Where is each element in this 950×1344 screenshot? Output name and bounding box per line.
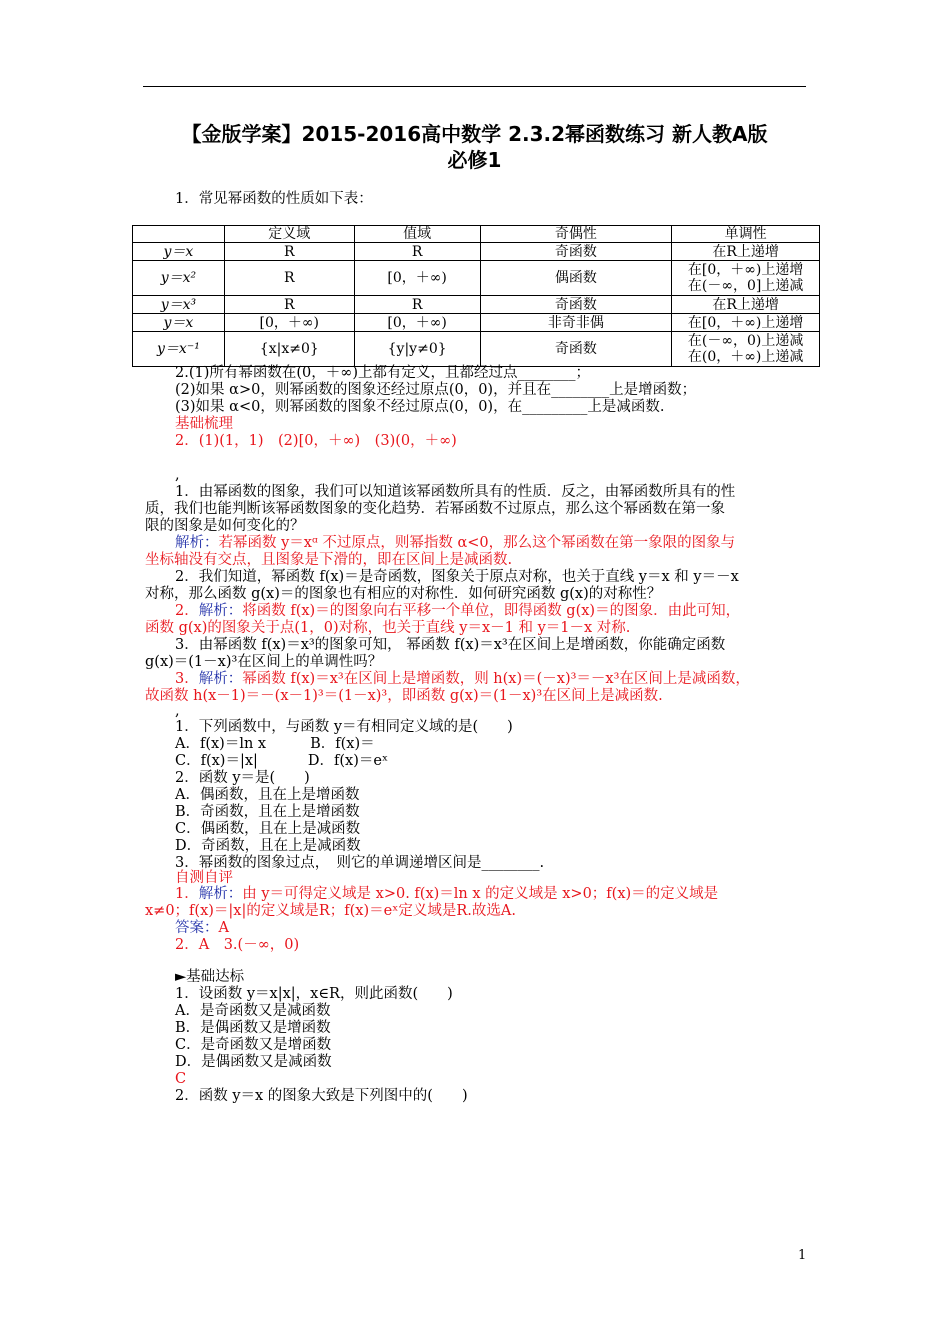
option-c: C．偶函数，且在上是减函数 xyxy=(175,821,361,837)
domain-cell: [0，＋∞) xyxy=(224,314,354,332)
option-d: D．f(x)＝eˣ xyxy=(307,753,389,769)
answer-number: 1． xyxy=(175,886,199,902)
range-cell: R xyxy=(354,243,480,261)
page-number: 1 xyxy=(798,1248,807,1263)
range-cell: R xyxy=(354,296,480,314)
monotonicity-cell: 在R上递增 xyxy=(672,243,820,261)
thinking-question-2-line2: 对称，那么函数 g(x)＝的图象也有相应的对称性．如何研究函数 g(x)的对称性？ xyxy=(145,586,662,602)
function-cell: y＝x xyxy=(133,314,225,332)
selftest-answers-2-3: 2．A 3.(－∞，0) xyxy=(175,937,300,953)
selftest-question-1: 1．下列函数中，与函数 y＝有相同定义域的是( ) xyxy=(175,719,513,735)
thinking-question-1-line3: 限的图象是如何变化的？ xyxy=(145,518,305,534)
table-header-cell: 值域 xyxy=(354,226,480,243)
option-b: B．奇函数，且在上是增函数 xyxy=(175,804,360,820)
selftest-question-3: 3．幂函数的图象过点， 则它的单调递增区间是________. xyxy=(175,855,545,871)
selftest-question-1-options-cd xyxy=(175,753,388,770)
domain-cell: R xyxy=(224,243,354,261)
answer-label: 解析： xyxy=(175,535,219,551)
monotonicity-line: 在(－∞，0]上递减 xyxy=(687,278,804,294)
section-label-basics: 基础梳理 xyxy=(175,416,233,432)
monotonicity-line: 在(0，＋∞)上递减 xyxy=(687,349,804,365)
table-header-cell: 定义域 xyxy=(224,226,354,243)
selftest-answer-1-line2: x≠0；f(x)＝|x|的定义域是R；f(x)＝eˣ定义域是R.故选A. xyxy=(145,903,516,919)
parity-cell: 奇函数 xyxy=(480,296,672,314)
parity-cell: 非奇非偶 xyxy=(480,314,672,332)
basic-heading: ►基础达标 xyxy=(175,969,245,985)
range-cell: [0，＋∞) xyxy=(354,314,480,332)
parity-cell: 偶函数 xyxy=(480,261,672,296)
section2-question-3: (3)如果 α<0，则幂函数的图象不经过原点(0，0)，在_________上是减函数. xyxy=(175,399,665,415)
monotonicity-cell: 在R上递增 xyxy=(672,296,820,314)
power-function-properties-table xyxy=(132,225,820,367)
answer-text: 幂函数 f(x)＝x³在区间上是增函数，则 h(x)＝(－x)³＝－x³在区间上是减函数， xyxy=(242,671,750,687)
answer-label: 答案： xyxy=(175,920,219,936)
table-row xyxy=(133,332,820,367)
answer-value: A xyxy=(218,920,229,936)
thinking-question-3: 3．由幂函数 f(x)＝x³的图象可知， 幂函数 f(x)＝x³在区间上是增函数，你能确定函数 xyxy=(175,637,726,653)
table-row xyxy=(133,243,820,261)
thinking-answer-3 xyxy=(175,671,750,688)
option-b: B．f(x)＝ xyxy=(310,736,375,752)
section2-question-1: 2.(1)所有幂函数在(0，＋∞)上都有定义，且都经过点________； xyxy=(175,365,590,381)
section1-intro: 1．常见幂函数的性质如下表： xyxy=(175,191,373,207)
range-cell: {y|y≠0} xyxy=(354,332,480,367)
answer-label: 解析： xyxy=(198,886,243,902)
document-title: 【金版学案】2015-2016高中数学 2.3.2幂函数练习 新人教A版 xyxy=(181,122,768,146)
option-c: C．是奇函数又是增函数 xyxy=(175,1037,332,1053)
document-title-line2: 必修1 xyxy=(447,148,502,172)
header-rule xyxy=(143,86,806,87)
parity-cell: 奇函数 xyxy=(480,243,672,261)
function-cell: y＝x² xyxy=(133,261,225,296)
thinking-question-3-line2: g(x)＝(1－x)³在区间上的单调性吗？ xyxy=(145,654,383,670)
selftest-final-answer xyxy=(175,920,229,937)
basic-question-2: 2．函数 y＝x 的图象大致是下列图中的( ) xyxy=(175,1088,468,1104)
thinking-question-1-line2: 质，我们也能判断该幂函数图象的变化趋势．若幂函数不过原点，那么这个幂函数在第一象 xyxy=(145,501,725,517)
thinking-question-1: 1．由幂函数的图象，我们可以知道该幂函数所具有的性质．反之，由幂函数所具有的性 xyxy=(175,484,736,500)
table-header-cell: 奇偶性 xyxy=(480,226,672,243)
table-header-cell xyxy=(133,226,225,243)
domain-cell: {x|x≠0} xyxy=(224,332,354,367)
thinking-answer-2 xyxy=(175,603,740,620)
section2-answer: 2．(1)(1，1) (2)[0，＋∞) (3)(0，＋∞) xyxy=(175,433,457,449)
selftest-answer-1 xyxy=(175,886,718,903)
option-a: A．是奇函数又是减函数 xyxy=(175,1003,331,1019)
function-cell: y＝x xyxy=(133,243,225,261)
thinking-answer-1 xyxy=(175,535,735,552)
option-d: D．是偶函数又是减函数 xyxy=(175,1054,332,1070)
answer-text: 由 y＝可得定义域是 x>0. f(x)＝ln x 的定义域是 x>0；f(x)＝的定义域是 xyxy=(242,886,719,902)
answer-number: 3． xyxy=(175,671,199,687)
range-cell: [0，＋∞) xyxy=(354,261,480,296)
section-label-selftest: 自测自评 xyxy=(175,870,233,886)
separator-mark: , xyxy=(175,467,180,483)
option-a: A．f(x)＝ln x xyxy=(175,736,267,752)
answer-text: 若幂函数 y＝xᵅ 不过原点，则幂指数 α<0，那么这个幂函数在第一象限的图象与 xyxy=(218,535,736,551)
answer-label: 解析： xyxy=(198,603,243,619)
basic-answer-1: C xyxy=(175,1071,187,1087)
section2-question-2: (2)如果 α>0，则幂函数的图象还经过原点(0，0)，并且在________上是增函数； xyxy=(175,382,697,398)
answer-number: 2． xyxy=(175,603,199,619)
selftest-question-1-options-ab xyxy=(175,736,375,753)
thinking-answer-2-line2: 函数 g(x)的图象关于点(1，0)对称，也关于直线 y＝x－1 和 y＝1－x 对称. xyxy=(145,620,631,636)
option-a: A．偶函数，且在上是增函数 xyxy=(175,787,360,803)
answer-label: 解析： xyxy=(198,671,243,687)
monotonicity-cell: 在[0，＋∞)上递增 xyxy=(672,314,820,332)
thinking-answer-3-line2: 故函数 h(x－1)＝－(x－1)³＝(1－x)³，即函数 g(x)＝(1－x)³在区间上是减函数. xyxy=(145,688,663,704)
selftest-question-2: 2．函数 y＝是( ) xyxy=(175,770,310,786)
table-header-cell: 单调性 xyxy=(672,226,820,243)
monotonicity-line: 在(－∞，0)上递减 xyxy=(687,333,804,349)
option-d: D．奇函数，且在上是减函数 xyxy=(175,838,361,854)
domain-cell: R xyxy=(224,261,354,296)
option-b: B．是偶函数又是增函数 xyxy=(175,1020,331,1036)
function-cell: y＝x⁻¹ xyxy=(133,332,225,367)
table-row xyxy=(133,261,820,296)
option-c: C．f(x)＝|x| xyxy=(175,753,258,769)
table-row xyxy=(133,314,820,332)
monotonicity-line: 在[0，＋∞)上递增 xyxy=(687,262,804,278)
function-cell: y＝x³ xyxy=(133,296,225,314)
monotonicity-cell xyxy=(672,261,820,296)
table-header-row xyxy=(133,226,820,243)
answer-text: 将函数 f(x)＝的图象向右平移一个单位，即得函数 g(x)＝的图象．由此可知， xyxy=(242,603,741,619)
thinking-question-2: 2．我们知道，幂函数 f(x)＝是奇函数，图象关于原点对称，也关于直线 y＝x 和 y＝－x xyxy=(175,569,739,585)
thinking-answer-1-line2: 坐标轴没有交点，且图象是下滑的，即在区间上是减函数. xyxy=(145,552,513,568)
parity-cell: 奇函数 xyxy=(480,332,672,367)
table-row xyxy=(133,296,820,314)
domain-cell: R xyxy=(224,296,354,314)
monotonicity-cell xyxy=(672,332,820,367)
basic-question-1: 1．设函数 y＝x|x|，x∈R，则此函数( ) xyxy=(175,986,453,1002)
separator-mark: , xyxy=(175,703,180,719)
